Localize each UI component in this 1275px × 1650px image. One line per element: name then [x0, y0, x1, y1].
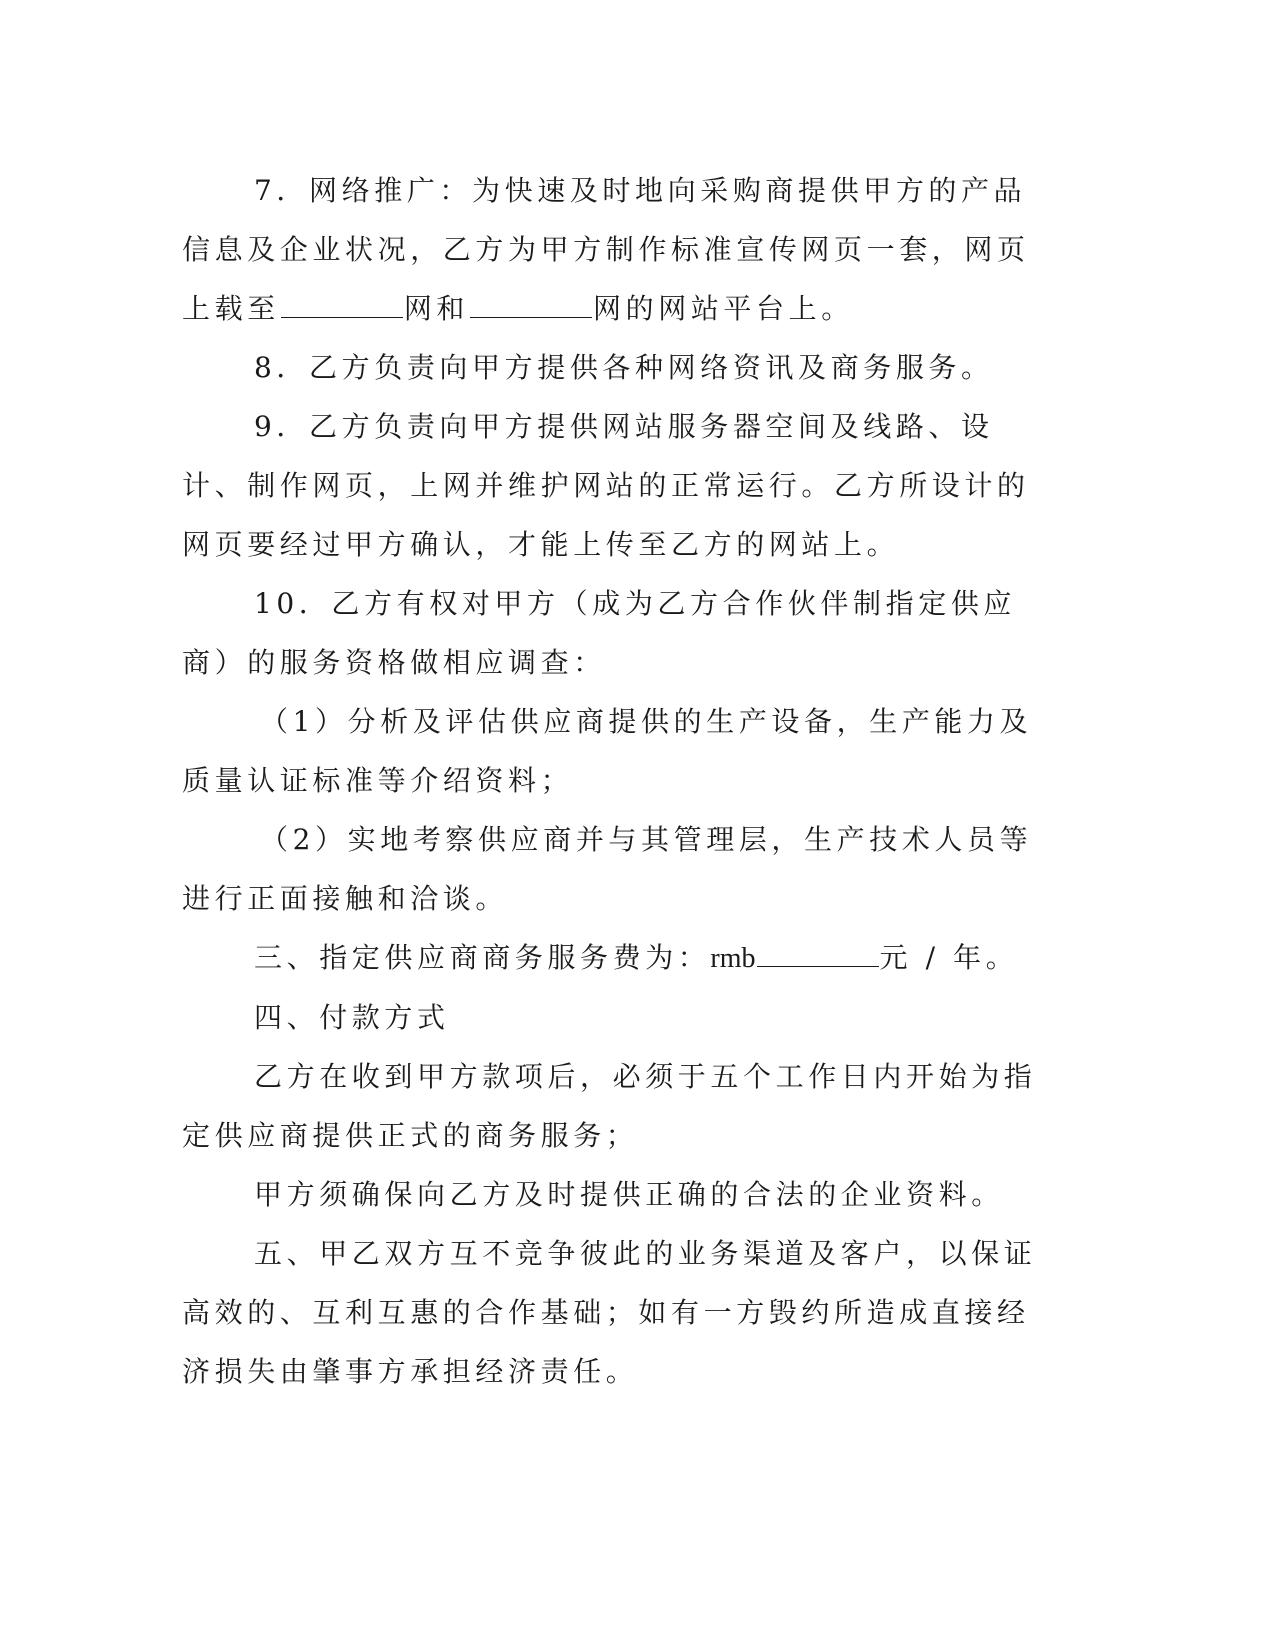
fee-unit: 元 / 年。 — [879, 941, 1019, 974]
section-3-service-fee — [182, 928, 1042, 988]
clause-10-item-1: （1）分析及评估供应商提供的生产设备，生产能力及质量认证标准等介绍资料； — [182, 705, 1033, 797]
blank-website-2 — [470, 291, 592, 318]
contract-body — [182, 161, 1042, 1401]
clause-9: 9．乙方负责向甲方提供网站服务器空间及线路、设计、制作网页，上网并维护网站的正常运行。乙方所设计的网页要经过甲方确认，才能上传至乙方的网站上。 — [182, 410, 1030, 561]
clause-7-text-b: 网和 — [403, 292, 470, 325]
clause-8: 8．乙方负责向甲方提供各种网络资讯及商务服务。 — [254, 351, 994, 384]
section-5-non-compete: 五、甲乙双方互不竞争彼此的业务渠道及客户，以保证高效的、互利互惠的合作基础；如有一方毁约所造成直接经济损失由肇事方承担经济责任。 — [182, 1237, 1037, 1388]
payment-paragraph-2: 甲方须确保向乙方及时提供正确的合法的企业资料。 — [254, 1178, 1004, 1211]
clause-10: 10．乙方有权对甲方（成为乙方合作伙伴制指定供应商）的服务资格做相应调查： — [182, 587, 1017, 679]
section-4-title: 四、付款方式 — [254, 1001, 450, 1034]
clause-7-text-a: 7．网络推广：为快速及时地向采购商提供甲方的产品信息及企业状况，乙方为甲方制作标准宣传网页一套，网页上载至 — [182, 174, 1030, 325]
clause-10-item-2: （2）实地考察供应商并与其管理层，生产技术人员等进行正面接触和洽谈。 — [182, 823, 1033, 915]
fee-label: 三、指定供应商商务服务费为： — [254, 941, 711, 974]
fee-currency: rmb — [710, 943, 756, 974]
blank-fee-amount — [757, 940, 879, 967]
clause-7-text-c: 网的网站平台上。 — [593, 292, 854, 325]
blank-website-1 — [281, 291, 403, 318]
clause-7-network-promotion — [182, 161, 1042, 338]
payment-paragraph-1: 乙方在收到甲方款项后，必须于五个工作日内开始为指定供应商提供正式的商务服务； — [182, 1060, 1037, 1152]
